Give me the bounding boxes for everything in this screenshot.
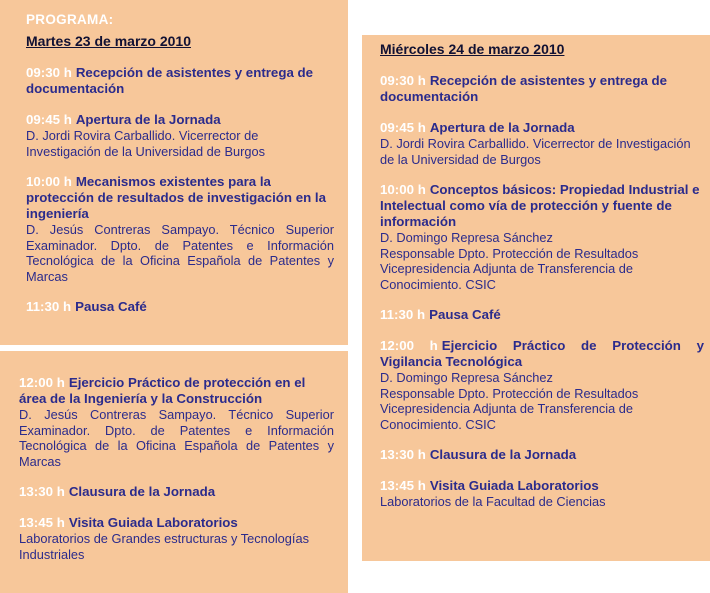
item-title: Recepción de asistentes y entrega de documentación (26, 65, 314, 96)
item-title: Visita Guiada Laboratorios (429, 478, 599, 493)
item-time: 09:30 h (380, 73, 426, 88)
item-description-detail: Responsable Dpto. Protección de Resultados Vicepresidencia Adjunta de Transferencia de Conocimiento. CSIC (380, 245, 639, 292)
item-title: Mecanismos existentes para la protección de resultados de investigación en la ingeniería (26, 174, 326, 221)
tuesday-date: Martes 23 de marzo 2010 (26, 33, 191, 49)
item-title: Clausura de la Jornada (429, 447, 577, 462)
item-time: 09:45 h (380, 120, 426, 135)
item-title: Recepción de asistentes y entrega de documentación (380, 73, 668, 104)
item-time: 13:30 h (380, 447, 426, 462)
item-time: 10:00 h (380, 182, 426, 197)
item-description: D. Domingo Represa Sánchez (380, 230, 553, 245)
schedule-item (380, 338, 704, 432)
schedule-item (380, 73, 704, 105)
item-time: 09:45 h (26, 112, 72, 127)
item-time: 11:30 h (26, 299, 72, 314)
schedule-item (19, 515, 334, 562)
item-description: D. Jesús Contreras Sampayo. Técnico Superior Examinador. Dpto. de Patentes e Información Tecnológica de la Oficina Española de Patentes y Marcas (19, 407, 334, 469)
schedule-item (26, 174, 334, 284)
schedule-item (19, 484, 334, 500)
item-description: Laboratorios de la Facultad de Ciencias (380, 494, 606, 509)
schedule-item (19, 375, 334, 469)
schedule-item (26, 65, 334, 97)
schedule-item (26, 112, 334, 159)
item-time: 10:00 h (26, 174, 72, 189)
item-title: Pausa Café (75, 299, 147, 314)
schedule-item (26, 299, 334, 315)
item-time: 12:00 h (380, 338, 438, 353)
item-time: 13:30 h (19, 484, 65, 499)
item-title: Ejercicio Práctico de Protección y Vigilancia Tecnológica (380, 338, 704, 369)
tuesday-panel-morning (0, 0, 348, 345)
schedule-item (380, 447, 704, 463)
item-description: D. Domingo Represa Sánchez (380, 370, 553, 385)
tuesday-panel-afternoon (0, 351, 348, 593)
item-title: Ejercicio Práctico de protección en el área de la Ingeniería y la Construcción (19, 375, 306, 406)
item-title: Apertura de la Jornada (429, 120, 575, 135)
item-description: D. Jesús Contreras Sampayo. Técnico Superior Examinador. Dpto. de Patentes e Información Tecnológica de la Oficina Española de Patentes y Marcas (26, 222, 334, 284)
item-title: Pausa Café (429, 307, 501, 322)
item-time: 11:30 h (380, 307, 426, 322)
item-description: Laboratorios de Grandes estructuras y Tecnologías Industriales (19, 531, 309, 562)
schedule-item (380, 182, 704, 292)
item-title: Apertura de la Jornada (75, 112, 221, 127)
item-time: 12:00 h (19, 375, 65, 390)
wednesday-panel (362, 35, 710, 561)
item-time: 13:45 h (19, 515, 65, 530)
item-title: Visita Guiada Laboratorios (68, 515, 238, 530)
schedule-item (380, 478, 704, 510)
item-time: 13:45 h (380, 478, 426, 493)
wednesday-date: Miércoles 24 de marzo 2010 (380, 41, 565, 57)
item-title: Conceptos básicos: Propiedad Industrial e Intelectual como vía de protección y fuente de información (380, 182, 700, 229)
program-heading: PROGRAMA: (26, 12, 114, 27)
item-description: D. Jordi Rovira Carballido. Vicerrector de Investigación de la Universidad de Burgos (380, 136, 691, 167)
item-time: 09:30 h (26, 65, 72, 80)
item-description-detail: Responsable Dpto. Protección de Resultados Vicepresidencia Adjunta de Transferencia de Conocimiento. CSIC (380, 385, 639, 432)
schedule-item (380, 120, 704, 167)
schedule-item (380, 307, 704, 323)
item-title: Clausura de la Jornada (68, 484, 216, 499)
item-description: D. Jordi Rovira Carballido. Vicerrector de Investigación de la Universidad de Burgos (26, 128, 266, 159)
